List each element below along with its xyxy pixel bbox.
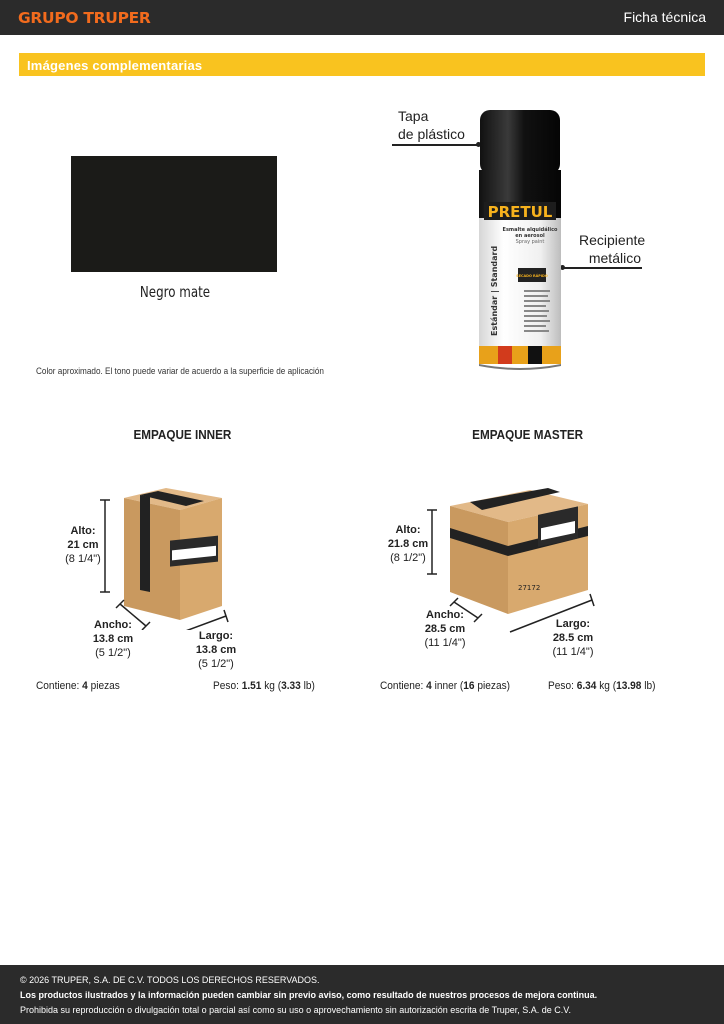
can-brand-text: PRETUL [487,203,553,221]
inner-alto-metric: 21 cm [67,539,99,551]
master-largo-imperial: (11 1/4") [552,646,594,658]
master-peso-kg-unit: kg ( [599,680,617,692]
master-alto-metric: 21.8 cm [387,538,429,550]
can-line2-text: en aerosol [515,233,545,239]
master-alto-imperial: (8 1/2") [390,552,426,564]
inner-peso-kg: 1.51 [241,680,262,692]
inner-alto [58,524,108,566]
doc-type-label: Ficha técnica [623,9,706,25]
can-side-text: Estándar | Standard [490,245,499,336]
inner-box-image [100,480,240,630]
inner-peso-label: Peso: [213,680,239,692]
swatch-label: Negro mate [139,283,211,301]
master-contents [380,680,510,692]
inner-alto-label: Alto: [70,525,96,537]
master-contiene-mid: inner ( [434,680,464,692]
master-largo-label: Largo: [555,618,591,630]
inner-package-title: EMPAQUE INNER [133,427,232,442]
master-weight [548,680,656,692]
inner-peso-lb: 3.33 [281,680,301,692]
master-contiene-unit: piezas) [477,680,511,692]
inner-largo [191,629,241,671]
inner-contents [36,680,120,692]
footer [0,965,724,1024]
master-package-title: EMPAQUE MASTER [472,427,584,442]
cap-leader-line [392,144,480,146]
master-largo-metric: 28.5 cm [552,632,594,644]
master-peso-lb-unit: lb) [644,680,656,692]
inner-peso-kg-unit: kg ( [264,680,282,692]
body-callout [579,231,646,267]
color-note: Color aproximado. El tono puede variar de acuerdo a la superficie de aplicación [36,366,324,377]
cap-callout [398,107,465,143]
inner-peso-lb-unit: lb) [303,680,315,692]
master-peso-label: Peso: [548,680,574,692]
can-line3-text: Spray paint [515,239,545,245]
brand-logo: GRUPO TRUPER [18,9,151,27]
inner-contiene-unit: piezas [90,680,120,692]
master-ancho [420,608,470,650]
master-contiene-value2: 16 [463,680,475,692]
inner-ancho [88,618,138,660]
section-title: Imágenes complementarias [27,58,203,73]
inner-largo-metric: 13.8 cm [195,644,237,656]
footer-prohibition: Prohibida su reproducción o divulgación total o parcial así como su uso o aprovechamiento sin autorización escrita de Truper, S.A. de C.V. [20,1005,571,1015]
master-ancho-metric: 28.5 cm [424,623,466,635]
header-bar [0,0,724,35]
master-contiene-value: 4 [426,680,432,692]
spray-can-image [478,108,562,370]
master-peso-lb: 13.98 [616,680,642,692]
section-heading [19,53,705,76]
master-contiene-label: Contiene: [380,680,424,692]
inner-largo-imperial: (5 1/2") [198,658,234,670]
master-alto-label: Alto: [395,524,421,536]
inner-ancho-metric: 13.8 cm [92,633,134,645]
body-callout-line2: metálico [588,250,641,266]
body-leader-line [562,267,642,269]
color-swatch [71,156,277,272]
can-badge-text: SECADO RÁPIDO [516,274,548,278]
inner-ancho-label: Ancho: [94,619,132,631]
footer-notice: Los productos ilustrados y la información pueden cambiar sin previo aviso, como resultado de nuestros procesos de mejora continua. [20,990,598,1000]
body-callout-line1: Recipiente [579,232,646,248]
inner-contiene-label: Contiene: [36,680,80,692]
master-ancho-imperial: (11 1/4") [424,637,466,649]
inner-alto-imperial: (8 1/4") [65,553,101,565]
inner-ancho-imperial: (5 1/2") [95,647,131,659]
master-ancho-label: Ancho: [426,609,464,621]
master-largo [548,617,598,659]
footer-copyright: © 2026 TRUPER, S.A. DE C.V. TODOS LOS DERECHOS RESERVADOS. [20,975,320,985]
can-line1-text: Esmalte alquidálico [502,227,558,233]
cap-callout-line1: Tapa [398,108,429,124]
inner-largo-label: Largo: [198,630,234,642]
inner-weight [213,680,315,692]
master-peso-kg: 6.34 [576,680,597,692]
master-alto [383,523,433,565]
cap-callout-line2: de plástico [398,126,465,142]
inner-contiene-value: 4 [82,680,88,692]
master-box-code: 27172 [518,584,541,592]
